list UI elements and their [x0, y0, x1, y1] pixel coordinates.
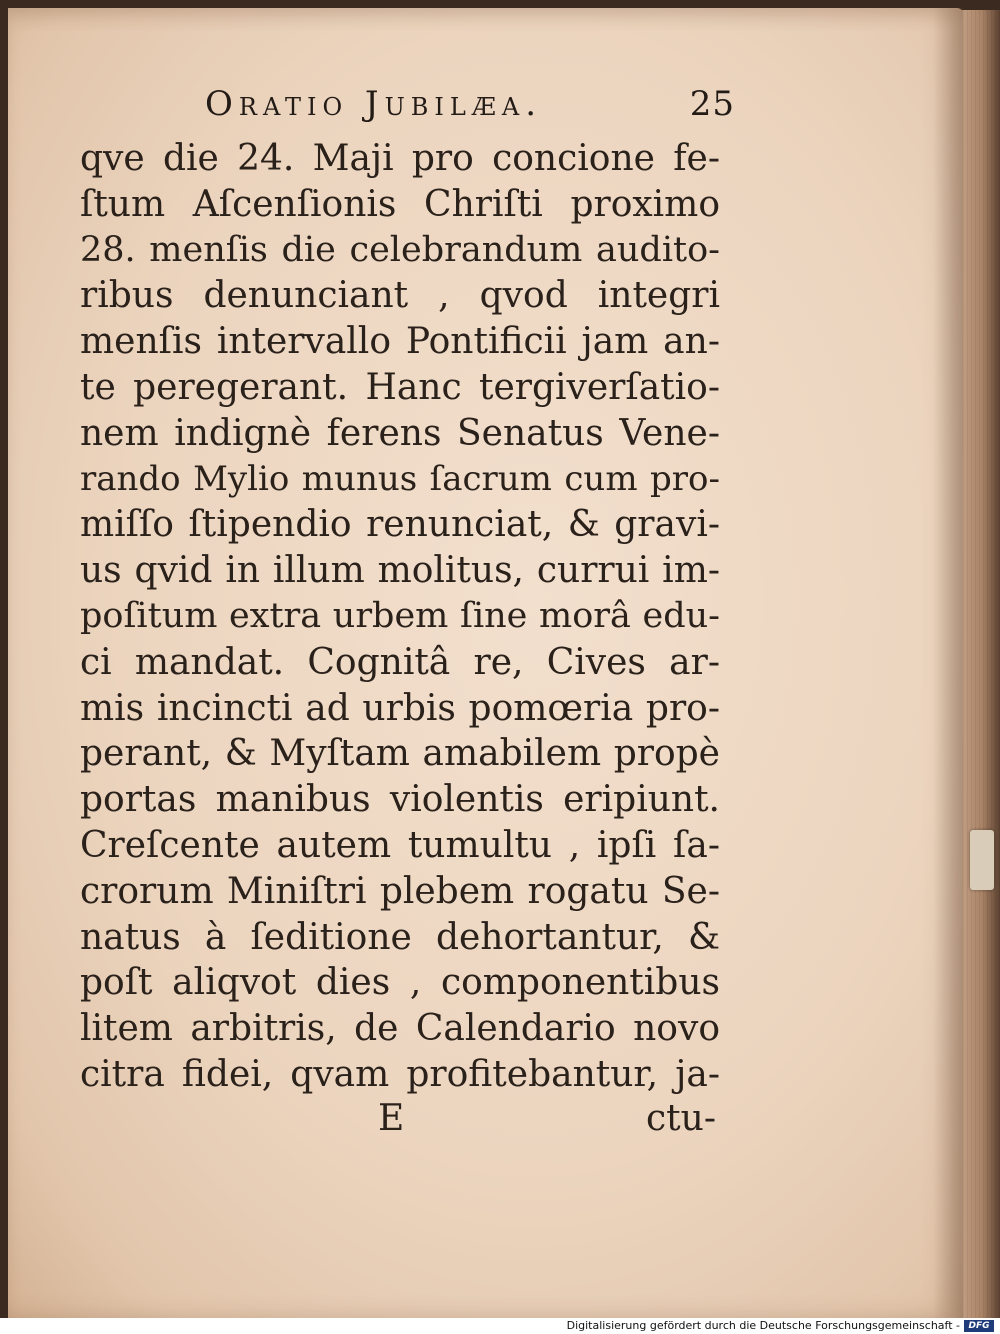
text-line: perant, & Myſtam amabilem propè — [80, 733, 720, 775]
text-line: ci mandat. Cognitâ re, Cives ar- — [80, 641, 720, 683]
running-head — [205, 84, 735, 134]
text-line: Creſcente autem tumultu , ipſi ſa- — [80, 824, 720, 866]
body-text — [80, 136, 720, 1098]
text-line: te peregerant. Hanc tergiverſatio- — [80, 366, 720, 408]
text-line: nem indignè ferens Senatus Vene- — [80, 412, 720, 454]
signature-mark: E — [378, 1098, 405, 1139]
text-line: poſitum extra urbem ſine morâ edu- — [80, 595, 720, 636]
text-line: ſtum Aſcenſionis Chriſti proximo — [80, 183, 720, 225]
text-line: miſſo ſtipendio renunciat, & gravi- — [80, 504, 720, 546]
text-line: ribus denunciant , qvod integri — [80, 275, 720, 317]
running-head-title: Oratio Jubilæa. — [205, 84, 543, 124]
text-line: menſis intervallo Pontificii jam an- — [80, 321, 720, 363]
page-footer — [80, 1098, 720, 1144]
text-line: mis incincti ad urbis pomœria pro- — [80, 687, 720, 729]
text-line: qve die 24. Maji pro concione fe- — [80, 138, 720, 179]
text-line: portas manibus violentis eripiunt. — [80, 779, 720, 821]
dfg-logo: DFG — [964, 1320, 994, 1332]
text-line: citra fidei, qvam profitebantur, ja- — [80, 1053, 720, 1095]
page-number: 25 — [689, 84, 735, 124]
text-line: poſt aliqvot dies , componentibus — [80, 962, 720, 1004]
credit-bar — [0, 1318, 1000, 1334]
text-line: natus à ſeditione dehortantur, & — [80, 916, 720, 958]
credit-text: Digitalisierung gefördert durch die Deutsche Forschungsgemeinschaft - — [566, 1319, 960, 1332]
catchword: ctu- — [646, 1098, 716, 1139]
text-line: crorum Miniſtri plebem rogatu Se- — [80, 870, 720, 912]
text-line: rando Mylio munus ſacrum cum pro- — [80, 458, 720, 499]
page-tab-marker — [970, 830, 994, 890]
text-line: us qvid in illum molitus, currui im- — [80, 550, 720, 592]
text-line: 28. menſis die celebrandum audito- — [80, 229, 720, 270]
text-line: litem arbitris, de Calendario novo — [80, 1008, 720, 1050]
